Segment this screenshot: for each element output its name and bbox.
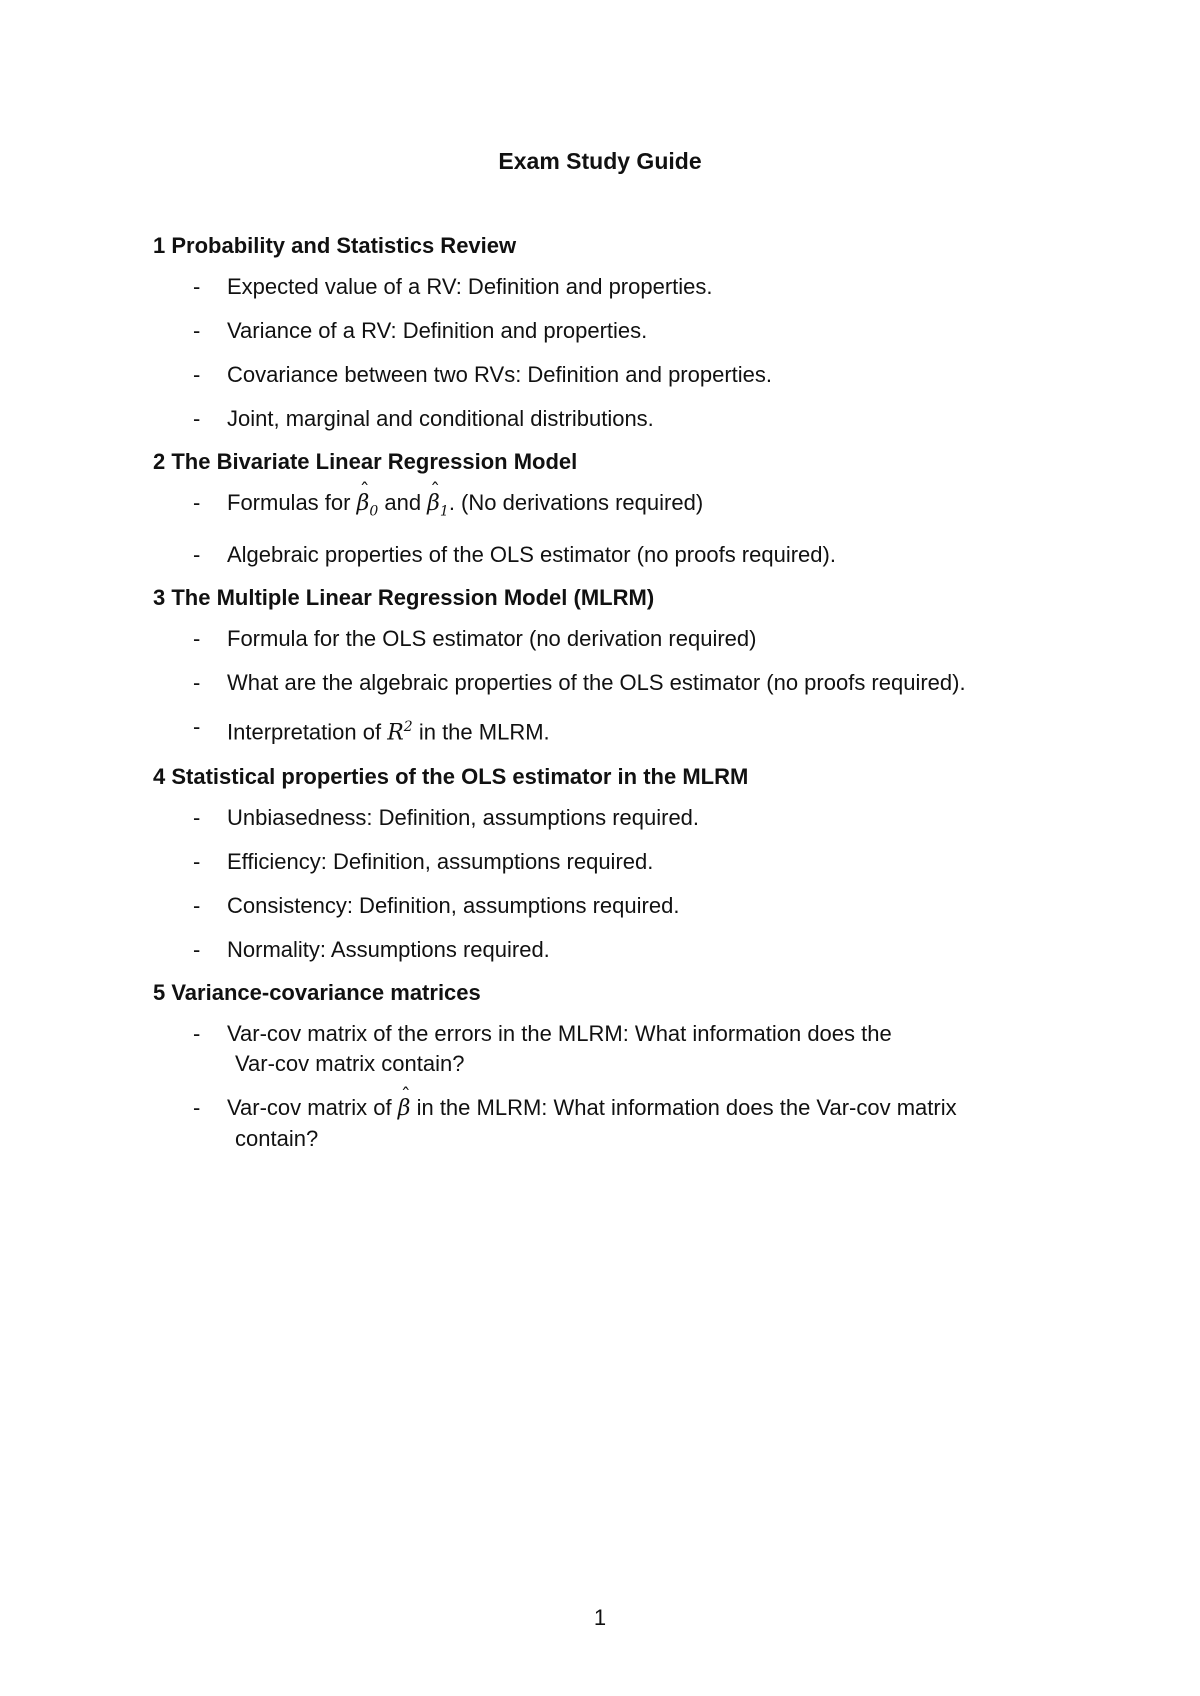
- dash-bullet: -: [193, 670, 201, 696]
- item-text-prefix: Formulas for: [227, 490, 357, 515]
- section-heading: 5 Variance-covariance matrices: [153, 979, 481, 1005]
- list-item: [153, 668, 1113, 698]
- list-item: [153, 488, 1113, 526]
- list-item: [153, 624, 1113, 654]
- list-item: [153, 847, 1113, 877]
- section-items: [153, 488, 1113, 570]
- beta-hat-symbol: ˆ β: [357, 489, 370, 519]
- dash-bullet: -: [193, 714, 201, 740]
- section-items: [153, 272, 1113, 434]
- section-4: [153, 763, 1113, 965]
- section-heading: 3 The Multiple Linear Regression Model (MLRM): [153, 585, 655, 611]
- document-title: Exam Study Guide: [498, 148, 702, 174]
- item-text-mid: and: [378, 490, 428, 515]
- list-item: [153, 1019, 1113, 1079]
- superscript: 2: [403, 719, 413, 736]
- dash-bullet: -: [193, 936, 201, 962]
- section-items: [153, 1019, 1113, 1154]
- item-text: Expected value of a RV: Definition and properties.: [227, 274, 713, 299]
- item-text-prefix: Interpretation of: [227, 719, 388, 745]
- list-item: [153, 316, 1113, 346]
- dash-bullet: -: [193, 1020, 201, 1046]
- list-item: [153, 404, 1113, 434]
- dash-bullet: -: [193, 848, 201, 874]
- item-text-suffix: in the MLRM.: [412, 719, 550, 745]
- item-text-line2: contain?: [235, 1125, 319, 1151]
- item-text: Variance of a RV: Definition and properties.: [227, 318, 648, 343]
- dash-bullet: -: [193, 490, 201, 515]
- item-text: Covariance between two RVs: Definition and properties.: [227, 362, 773, 387]
- section-3: [153, 584, 1113, 748]
- beta-hat-symbol: ˆ β: [398, 1094, 411, 1124]
- list-item: [153, 360, 1113, 390]
- subscript: 1: [439, 503, 449, 520]
- list-item: [153, 1093, 1113, 1154]
- item-text: Consistency: Definition, assumptions required.: [227, 892, 680, 918]
- item-text: Normality: Assumptions required.: [227, 936, 550, 962]
- section-1: [153, 232, 1113, 434]
- list-item: [153, 935, 1113, 965]
- item-text: Joint, marginal and conditional distributions.: [227, 406, 654, 431]
- dash-bullet: -: [193, 318, 201, 343]
- dash-bullet: -: [193, 362, 201, 387]
- section-items: [153, 624, 1113, 748]
- dash-bullet: -: [193, 274, 201, 299]
- dash-bullet: -: [193, 626, 201, 652]
- subscript: 0: [369, 503, 379, 520]
- dash-bullet: -: [193, 406, 201, 431]
- item-text: What are the algebraic properties of the OLS estimator (no proofs required).: [227, 670, 966, 696]
- dash-bullet: -: [193, 892, 201, 918]
- document-body: [153, 232, 1113, 1168]
- r-squared-symbol: R: [387, 720, 404, 746]
- item-text-suffix: . (No derivations required): [448, 490, 704, 515]
- item-text-prefix: Var-cov matrix of: [227, 1094, 398, 1120]
- section-2: [153, 448, 1113, 570]
- section-heading: 1 Probability and Statistics Review: [153, 233, 517, 258]
- item-text-suffix: in the MLRM: What information does the Var-cov matrix: [410, 1094, 957, 1120]
- dash-bullet: -: [193, 804, 201, 830]
- dash-bullet: -: [193, 1094, 201, 1120]
- section-heading: 2 The Bivariate Linear Regression Model: [153, 449, 578, 474]
- list-item: [153, 891, 1113, 921]
- page-number: 1: [593, 1605, 607, 1630]
- list-item: [153, 540, 1113, 570]
- list-item: [153, 272, 1113, 302]
- beta-hat-symbol: ˆ β: [427, 489, 440, 519]
- section-items: [153, 803, 1113, 965]
- section-5: [153, 979, 1113, 1154]
- item-text-line2: Var-cov matrix contain?: [235, 1050, 465, 1076]
- dash-bullet: -: [193, 542, 201, 568]
- item-text: Algebraic properties of the OLS estimator (no proofs required).: [227, 542, 836, 568]
- item-text-line1: Var-cov matrix of the errors in the MLRM: What information does the: [227, 1020, 892, 1046]
- item-text: Formula for the OLS estimator (no derivation required): [227, 626, 757, 652]
- section-heading: 4 Statistical properties of the OLS estimator in the MLRM: [153, 763, 749, 789]
- list-item: [153, 803, 1113, 833]
- list-item: [153, 712, 1113, 748]
- item-text: Efficiency: Definition, assumptions required.: [227, 848, 654, 874]
- item-text: Unbiasedness: Definition, assumptions required.: [227, 804, 700, 830]
